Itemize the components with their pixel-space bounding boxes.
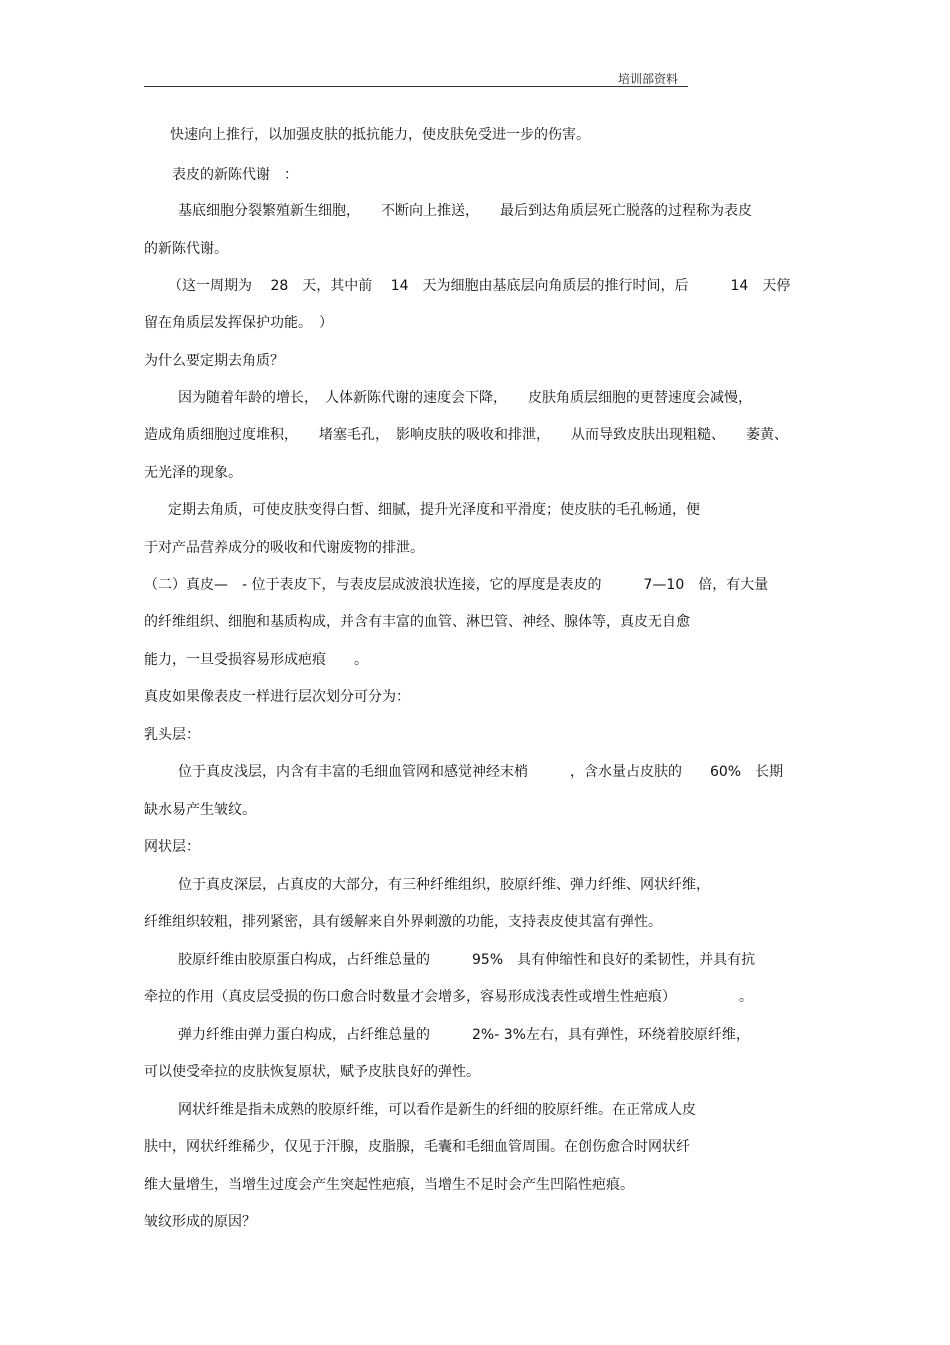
text-line: 定期去角质，可使皮肤变得白皙、细腻，提升光泽度和平滑度；使皮肤的毛孔畅通，便 — [168, 502, 700, 518]
section-heading: 皱纹形成的原因？ — [144, 1214, 256, 1230]
text-line: 的新陈代谢。 — [144, 241, 228, 257]
text-line: 位于真皮深层，占真皮的大部分，有三种纤维组织，胶原纤维、弹力纤维、网状纤维， — [178, 877, 710, 893]
section-heading: 网状层： — [144, 839, 200, 855]
text-line: （这一周期为 28 天，其中前 14 天为细胞由基底层向角质层的推行时间，后 14 天停 — [168, 278, 791, 294]
text-line: 无光泽的现象。 — [144, 465, 242, 481]
section-heading: （二）真皮— - 位于表皮下，与表皮层成波浪状连接，它的厚度是表皮的 7—10 倍，有大量 — [144, 577, 769, 593]
text-line: 胶原纤维由胶原蛋白构成，占纤维总量的 95% 具有伸缩性和良好的柔韧性，并具有抗 — [178, 952, 756, 968]
text-line: 弹力纤维由弹力蛋白构成，占纤维总量的 2%- 3%左右，具有弹性，环绕着胶原纤维， — [178, 1027, 750, 1043]
text-line: 因为随着年龄的增长， 人体新陈代谢的速度会下降， 皮肤角质层细胞的更替速度会减慢， — [178, 390, 752, 406]
text-line: 牵拉的作用（真皮层受损的伤口愈合时数量才会增多，容易形成浅表性或增生性疤痕） 。 — [144, 989, 753, 1005]
text-line: 造成角质细胞过度堆积， 堵塞毛孔， 影响皮肤的吸收和排泄， 从而导致皮肤出现粗糙、 萎黄、 — [144, 427, 788, 443]
text-line: 能力，一旦受损容易形成疤痕 。 — [144, 652, 368, 668]
section-heading: 乳头层： — [144, 727, 200, 743]
section-heading: 为什么要定期去角质？ — [144, 353, 284, 369]
text-line: 肤中，网状纤维稀少，仅见于汗腺，皮脂腺，毛囊和毛细血管周围。在创伤愈合时网状纤 — [144, 1139, 690, 1155]
text-line: 留在角质层发挥保护功能。 ） — [144, 315, 333, 331]
text-line: 网状纤维是指未成熟的胶原纤维，可以看作是新生的纤细的胶原纤维。在正常成人皮 — [178, 1102, 696, 1118]
text-line: 于对产品营养成分的吸收和代谢废物的排泄。 — [144, 540, 424, 556]
text-line: 缺水易产生皱纹。 — [144, 802, 256, 818]
text-line: 可以使受牵拉的皮肤恢复原状，赋予皮肤良好的弹性。 — [144, 1064, 480, 1080]
text-line: 位于真皮浅层，内含有丰富的毛细血管网和感觉神经末梢 ，含水量占皮肤的 60% 长期 — [178, 764, 784, 780]
text-line: 的纤维组织、细胞和基质构成，并含有丰富的血管、淋巴管、神经、腺体等，真皮无自愈 — [144, 614, 690, 630]
text-line: 基底细胞分裂繁殖新生细胞， 不断向上推送， 最后到达角质层死亡脱落的过程称为表皮 — [178, 203, 752, 219]
text-line: 快速向上推行，以加强皮肤的抵抗能力，使皮肤免受进一步的伤害。 — [170, 127, 590, 143]
header-divider — [144, 86, 688, 87]
section-heading: 表皮的新陈代谢 ： — [172, 167, 298, 183]
page-header-label: 培训部资料 — [618, 72, 679, 86]
text-line: 纤维组织较粗，排列紧密，具有缓解来自外界刺激的功能，支持表皮使其富有弹性。 — [144, 914, 662, 930]
text-line: 维大量增生，当增生过度会产生突起性疤痕，当增生不足时会产生凹陷性疤痕。 — [144, 1177, 634, 1193]
text-line: 真皮如果像表皮一样进行层次划分可分为： — [144, 689, 410, 705]
